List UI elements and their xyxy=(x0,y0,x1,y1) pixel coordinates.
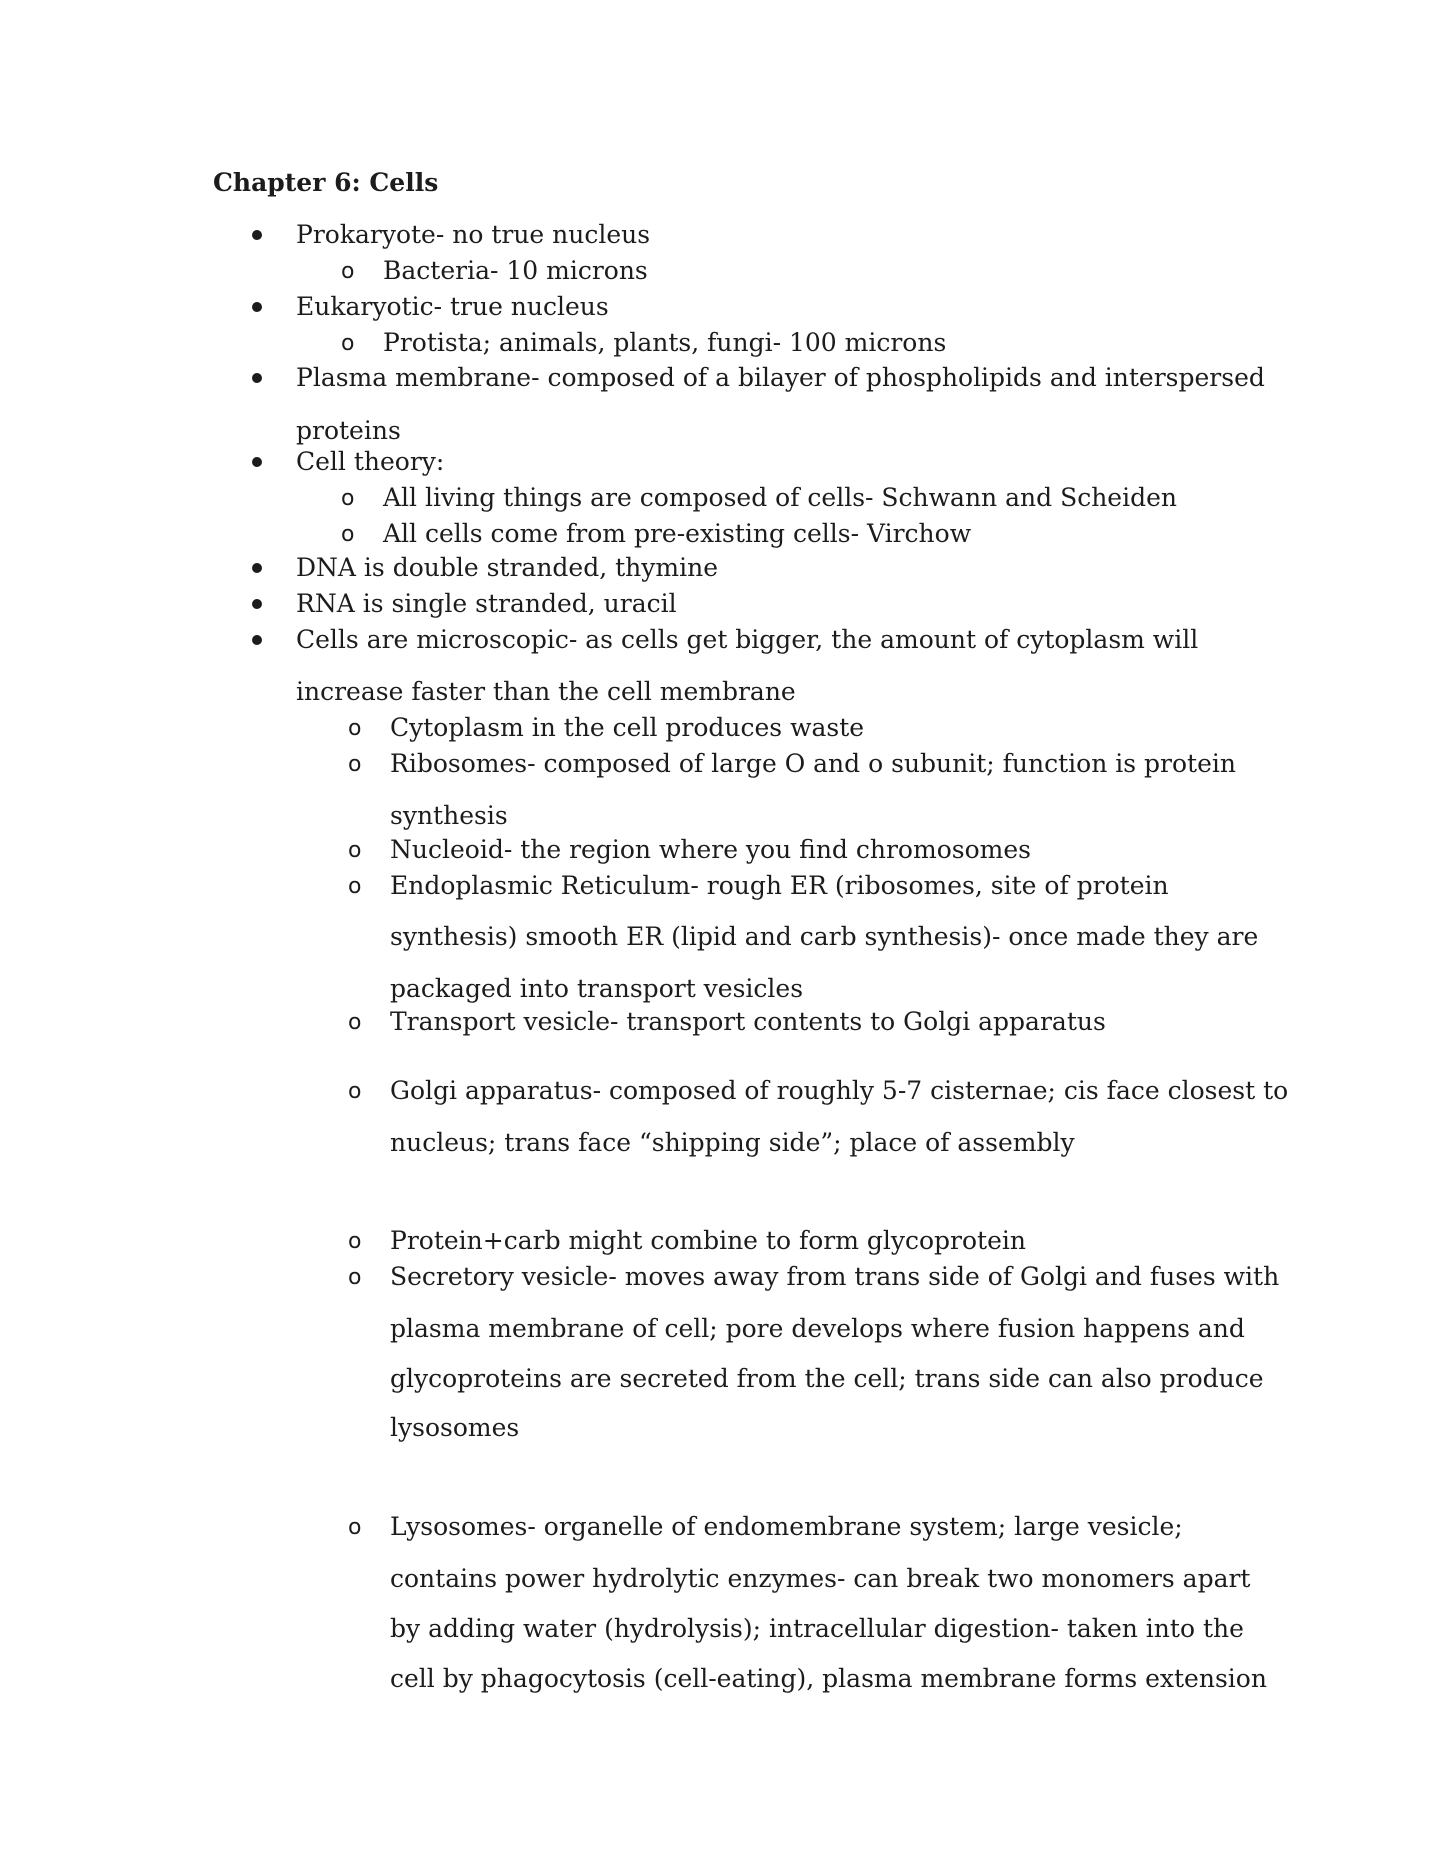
list-item-continuation: proteins xyxy=(296,416,401,445)
sub-list-item-continuation: synthesis xyxy=(390,801,508,830)
page-title: Chapter 6: Cells xyxy=(213,168,439,197)
sub-list-item-continuation: glycoproteins are secreted from the cell; trans side can also produce xyxy=(390,1364,1264,1393)
sub-list-item: Transport vesicle- transport contents to Golgi apparatus xyxy=(390,1007,1106,1036)
sub-bullet-marker: o xyxy=(348,1229,362,1254)
bullet-marker xyxy=(252,635,262,645)
bullet-marker xyxy=(252,373,262,383)
sub-list-item: All cells come from pre-existing cells- Virchow xyxy=(383,519,972,548)
sub-list-item-continuation: lysosomes xyxy=(390,1413,520,1442)
sub-bullet-marker: o xyxy=(341,522,355,547)
list-item: Cell theory: xyxy=(296,447,445,476)
sub-bullet-marker: o xyxy=(348,1010,362,1035)
sub-list-item: Endoplasmic Reticulum- rough ER (ribosomes, site of protein xyxy=(390,871,1169,900)
sub-bullet-marker: o xyxy=(341,259,355,284)
sub-list-item-continuation: synthesis) smooth ER (lipid and carb synthesis)- once made they are xyxy=(390,922,1259,951)
sub-bullet-marker: o xyxy=(348,1265,362,1290)
sub-list-item: Protein+carb might combine to form glycoprotein xyxy=(390,1226,1026,1255)
list-item: RNA is single stranded, uracil xyxy=(296,589,677,618)
sub-list-item: Nucleoid- the region where you find chromosomes xyxy=(390,835,1031,864)
sub-bullet-marker: o xyxy=(348,752,362,777)
sub-list-item: Bacteria- 10 microns xyxy=(383,256,648,285)
list-item-continuation: increase faster than the cell membrane xyxy=(296,677,796,706)
list-item: Prokaryote- no true nucleus xyxy=(296,220,651,249)
sub-list-item: Ribosomes- composed of large O and o subunit; function is protein xyxy=(390,749,1236,778)
bullet-marker xyxy=(252,457,262,467)
sub-list-item-continuation: nucleus; trans face “shipping side”; place of assembly xyxy=(390,1128,1075,1157)
sub-bullet-marker: o xyxy=(348,1515,362,1540)
sub-bullet-marker: o xyxy=(348,716,362,741)
list-item: Eukaryotic- true nucleus xyxy=(296,292,609,321)
sub-list-item: Secretory vesicle- moves away from trans side of Golgi and fuses with xyxy=(390,1262,1280,1291)
sub-list-item-continuation: plasma membrane of cell; pore develops where fusion happens and xyxy=(390,1314,1245,1343)
sub-bullet-marker: o xyxy=(348,838,362,863)
sub-bullet-marker: o xyxy=(348,874,362,899)
sub-list-item-continuation: contains power hydrolytic enzymes- can break two monomers apart xyxy=(390,1564,1251,1593)
bullet-marker xyxy=(252,302,262,312)
sub-bullet-marker: o xyxy=(341,486,355,511)
sub-list-item: Protista; animals, plants, fungi- 100 microns xyxy=(383,328,947,357)
sub-list-item-continuation: by adding water (hydrolysis); intracellular digestion- taken into the xyxy=(390,1614,1244,1643)
list-item: DNA is double stranded, thymine xyxy=(296,553,718,582)
bullet-marker xyxy=(252,599,262,609)
bullet-marker xyxy=(252,563,262,573)
sub-list-item: Lysosomes- organelle of endomembrane system; large vesicle; xyxy=(390,1512,1183,1541)
list-item: Cells are microscopic- as cells get bigger, the amount of cytoplasm will xyxy=(296,625,1199,654)
sub-list-item: Golgi apparatus- composed of roughly 5-7 cisternae; cis face closest to xyxy=(390,1076,1289,1105)
sub-list-item-continuation: packaged into transport vesicles xyxy=(390,974,804,1003)
sub-list-item: All living things are composed of cells- Schwann and Scheiden xyxy=(383,483,1177,512)
bullet-marker xyxy=(252,230,262,240)
sub-bullet-marker: o xyxy=(348,1079,362,1104)
sub-bullet-marker: o xyxy=(341,331,355,356)
sub-list-item-continuation: cell by phagocytosis (cell-eating), plasma membrane forms extension xyxy=(390,1664,1267,1693)
list-item: Plasma membrane- composed of a bilayer of phospholipids and interspersed xyxy=(296,363,1265,392)
sub-list-item: Cytoplasm in the cell produces waste xyxy=(390,713,865,742)
